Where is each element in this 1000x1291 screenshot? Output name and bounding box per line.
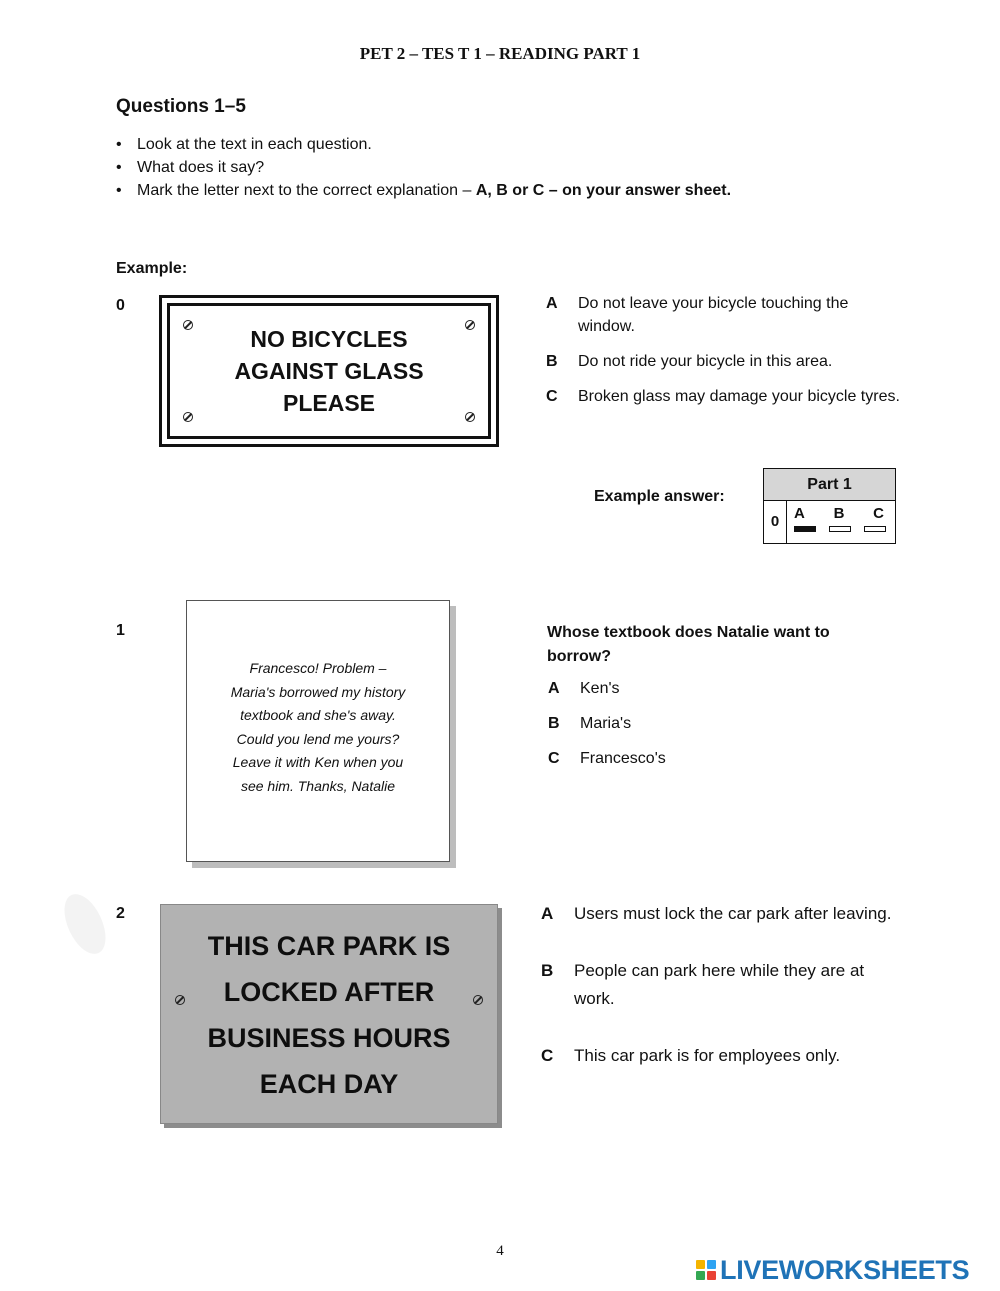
screw-icon: [175, 995, 185, 1005]
answer-mark-c: [864, 526, 886, 532]
example-answer-label: Example answer:: [594, 488, 725, 505]
example-sign-inner: [167, 303, 491, 439]
answer-letter: C: [873, 505, 884, 522]
option-letter: A: [548, 680, 560, 697]
option-a[interactable]: [548, 677, 888, 700]
answer-letter: B: [833, 505, 845, 522]
note-line: Leave it with Ken when you: [232, 754, 404, 770]
question-1-options: [548, 677, 888, 782]
option-a[interactable]: [546, 292, 906, 338]
option-c[interactable]: [548, 747, 888, 770]
option-letter: B: [546, 353, 558, 370]
option-text: Do not ride your bicycle in this area.: [578, 353, 833, 370]
question-2-options: [541, 900, 901, 1099]
screw-icon: [183, 320, 193, 330]
page-number: 4: [496, 1243, 504, 1259]
sign-text: [161, 923, 497, 1107]
watermark-shape: [56, 888, 114, 960]
note-line: Could you lend me yours?: [236, 730, 400, 747]
option-text: This car park is for employees only.: [574, 1046, 841, 1065]
logo-square: [707, 1260, 716, 1269]
option-a[interactable]: [541, 900, 901, 928]
question-2-sign: [160, 904, 498, 1124]
option-letter: C: [548, 750, 560, 767]
example-sign-text: [234, 323, 423, 419]
page-title: PET 2 – TES T 1 – READING PART 1: [359, 44, 641, 63]
example-label: Example:: [116, 260, 188, 277]
note-text: [187, 657, 449, 798]
option-b[interactable]: [541, 957, 901, 1013]
instruction-item: [116, 179, 737, 202]
screw-icon: [473, 995, 483, 1005]
answer-letter: A: [794, 505, 805, 522]
question-1-text: Whose textbook does Natalie want to borrow?: [547, 624, 830, 665]
question-2-number: 2: [116, 905, 125, 922]
answer-mark-a: [794, 526, 816, 532]
instruction-item: [116, 133, 737, 156]
logo-square: [696, 1271, 705, 1280]
answer-box-marks: [794, 526, 886, 532]
option-letter: C: [541, 1046, 554, 1065]
option-text: Francesco's: [580, 750, 666, 767]
sign-line: PLEASE: [282, 390, 376, 416]
example-sign: [159, 295, 499, 447]
instruction-text: Look at the text in each question.: [137, 136, 372, 153]
questions-heading: Questions 1–5: [116, 96, 246, 117]
option-c[interactable]: [546, 385, 906, 408]
brand-logo[interactable]: [696, 1255, 969, 1285]
screw-icon: [465, 320, 475, 330]
answer-box-row-number: 0: [764, 500, 787, 543]
instruction-bold-text: A, B or C – on your answer sheet.: [475, 182, 732, 199]
brand-grid-icon: [696, 1260, 716, 1280]
question-1-note: [186, 600, 450, 862]
instruction-text: Mark the letter next to the correct explanation –: [137, 182, 476, 199]
sign-line: AGAINST GLASS: [234, 358, 424, 384]
option-letter: B: [548, 715, 560, 732]
brand-name: LIVEWORKSHEETS: [720, 1255, 970, 1285]
option-c[interactable]: [541, 1042, 901, 1070]
note-line: see him. Thanks, Natalie: [240, 777, 396, 794]
sign-line: BUSINESS HOURS: [207, 1023, 451, 1053]
option-letter: A: [541, 904, 554, 923]
instruction-text: What does it say?: [137, 159, 265, 176]
option-text: People can park here while they are at work.: [574, 961, 865, 1008]
sign-line: NO BICYCLES: [250, 326, 408, 352]
logo-square: [707, 1271, 716, 1280]
option-text: Do not leave your bicycle touching the window.: [578, 295, 849, 335]
screw-icon: [465, 412, 475, 422]
option-letter: A: [546, 295, 558, 312]
option-b[interactable]: [548, 712, 888, 735]
answer-box-title: Part 1: [764, 469, 895, 501]
question-1-number: 1: [116, 622, 125, 639]
option-letter: B: [541, 961, 554, 980]
option-b[interactable]: [546, 350, 906, 373]
sign-line: THIS CAR PARK IS: [207, 931, 451, 961]
example-number: 0: [116, 297, 125, 314]
instruction-item: [116, 156, 737, 179]
sign-line: LOCKED AFTER: [223, 977, 435, 1007]
note-line: textbook and she's away.: [240, 707, 396, 723]
example-answer-box: [763, 468, 896, 544]
note-line: Francesco! Problem –: [249, 660, 387, 676]
answer-box-letters: [794, 505, 884, 522]
option-text: Broken glass may damage your bicycle tyres.: [578, 388, 900, 405]
option-text: Users must lock the car park after leaving.: [574, 904, 892, 923]
option-text: Ken's: [580, 680, 620, 697]
logo-square: [696, 1260, 705, 1269]
option-text: Maria's: [580, 715, 632, 732]
sign-line: EACH DAY: [259, 1069, 399, 1099]
answer-mark-b: [829, 526, 851, 532]
option-letter: C: [546, 388, 558, 405]
instructions-list: [116, 133, 737, 202]
screw-icon: [183, 412, 193, 422]
example-options: [546, 292, 906, 420]
note-line: Maria's borrowed my history: [230, 683, 406, 700]
